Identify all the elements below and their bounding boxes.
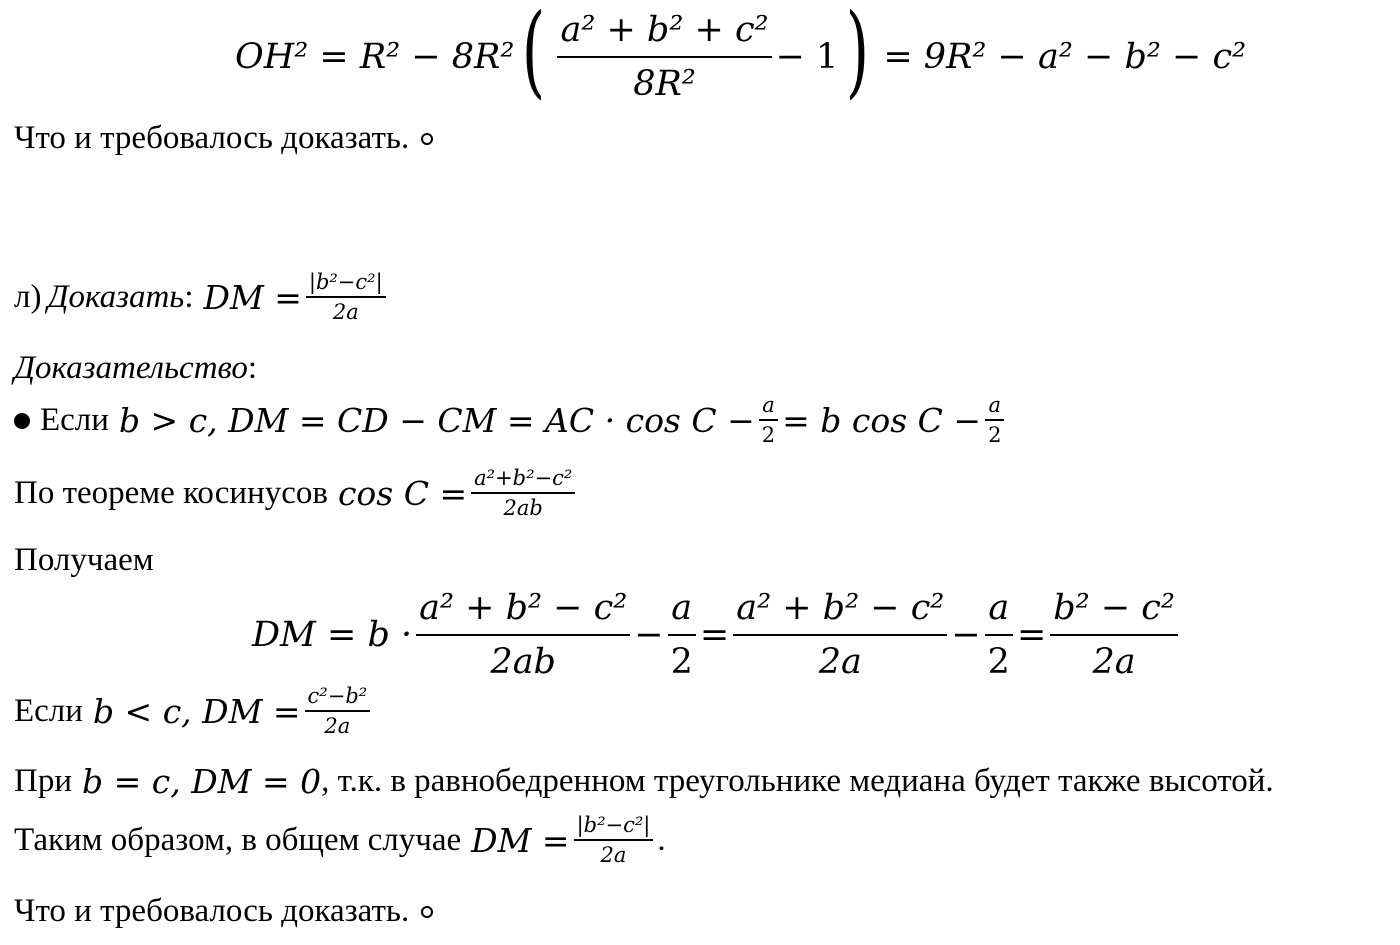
part-l-fraction (306, 272, 386, 323)
proof-heading (14, 352, 257, 385)
oh-fraction (557, 10, 771, 104)
dm-fraction-5-numerator: b² − c² (1053, 588, 1175, 628)
dm-fraction-1-denominator: 2ab (490, 642, 556, 682)
oh-formula-inner-tail: − 1 (775, 37, 839, 77)
summary-end: . (657, 822, 666, 858)
dm-equals-1: = (699, 615, 730, 655)
cosine-fraction-numerator: a²+b²−c² (474, 466, 573, 490)
case1-fraction-2 (985, 395, 1004, 446)
cosine-fraction (471, 468, 575, 519)
summary-fraction (574, 815, 654, 866)
qed-circle-icon (421, 133, 433, 145)
left-paren: ( (522, 0, 546, 109)
oh-formula-lhs: OH² = R² − 8R² (235, 37, 515, 77)
prove-word: Доказать (47, 279, 185, 315)
dm-fraction-4-numerator: a (988, 588, 1010, 628)
summary-fraction-denominator: 2a (600, 843, 627, 867)
cosine-formula-lhs: cos C = (337, 474, 468, 513)
dm-fraction-1 (416, 588, 630, 682)
case2-formula: b < c, DM = (92, 692, 301, 731)
qed-text: Что и требовалось доказать. (14, 893, 410, 929)
case-b-equals-c (14, 762, 1274, 801)
dm-fraction-3 (733, 588, 947, 682)
proof-word: Доказательство (14, 350, 248, 386)
qed-text: Что и требовалось доказать. (14, 120, 410, 156)
case1-mid: = b cos C − (782, 401, 982, 440)
case2-fraction-denominator: 2a (324, 714, 351, 738)
case1-formula: b > c, DM = CD − CM = AC · cos C − (118, 401, 755, 440)
we-get-text: Получаем (14, 542, 154, 578)
summary-formula-lhs: DM = (471, 821, 570, 860)
dm-display-formula (252, 588, 1182, 682)
case1-fraction-2-denominator: 2 (988, 423, 1002, 447)
case-b-less-c (14, 686, 374, 737)
dm-fraction-5 (1050, 588, 1178, 682)
qed-circle-icon (421, 906, 433, 918)
part-l-fraction-denominator: 2a (332, 300, 359, 324)
part-l-statement (14, 272, 390, 323)
part-l-fraction-numerator: |b²−c²| (308, 270, 383, 294)
right-paren: ) (846, 0, 870, 109)
case1-fraction-1-numerator: a (762, 393, 775, 417)
summary-text: Таким образом, в общем случае (14, 822, 462, 858)
dm-fraction-5-denominator: 2a (1092, 642, 1136, 682)
case3-rest: , т.к. в равнобедренном треугольнике медиана будет также высотой. (321, 763, 1274, 799)
dm-fraction-2-denominator: 2 (670, 642, 693, 682)
case2-fraction-numerator: c²−b² (307, 684, 368, 708)
bullet-icon (14, 413, 30, 429)
case-b-greater-c (14, 395, 1008, 446)
dm-fraction-4 (985, 588, 1013, 682)
dm-minus-1: − (634, 615, 664, 655)
oh-fraction-numerator: a² + b² + c² (560, 10, 769, 50)
oh-formula-rhs: = 9R² − a² − b² − c² (883, 37, 1247, 77)
dm-fraction-4-denominator: 2 (987, 642, 1010, 682)
summary-fraction-numerator: |b²−c²| (576, 813, 651, 837)
case1-if: Если (40, 402, 109, 438)
dm-fraction-3-denominator: 2a (818, 642, 862, 682)
proof-colon: : (247, 350, 258, 386)
case3-formula: b = c, DM = 0 (82, 762, 322, 801)
case2-fraction (305, 686, 371, 737)
qed-line-1 (14, 122, 433, 155)
part-l-prefix: л) (14, 279, 42, 315)
oh-formula (235, 0, 1247, 109)
we-get-line (14, 544, 154, 577)
case1-fraction-1-denominator: 2 (761, 423, 776, 447)
case3-at: При (14, 763, 72, 799)
dm-equals-2: = (1016, 615, 1047, 655)
dm-fraction-1-numerator: a² + b² − c² (419, 588, 628, 628)
cosine-fraction-denominator: 2ab (503, 496, 543, 520)
dm-fraction-2-numerator: a (671, 588, 693, 628)
dm-minus-2: − (951, 615, 981, 655)
oh-fraction-denominator: 8R² (633, 64, 696, 104)
prove-colon: : (184, 279, 194, 315)
dm-fraction-2 (668, 588, 696, 682)
qed-line-2 (14, 895, 433, 928)
summary-line (14, 815, 666, 866)
case2-if: Если (14, 693, 83, 729)
cosine-text: По теореме косинусов (14, 475, 328, 511)
case1-fraction-1 (759, 395, 778, 446)
dm-display-lhs: DM = b · (252, 615, 413, 655)
dm-fraction-3-numerator: a² + b² − c² (736, 588, 945, 628)
case1-fraction-2-numerator: a (988, 393, 1002, 417)
part-l-formula-lhs: DM = (203, 278, 302, 317)
cosine-theorem-line (14, 468, 579, 519)
